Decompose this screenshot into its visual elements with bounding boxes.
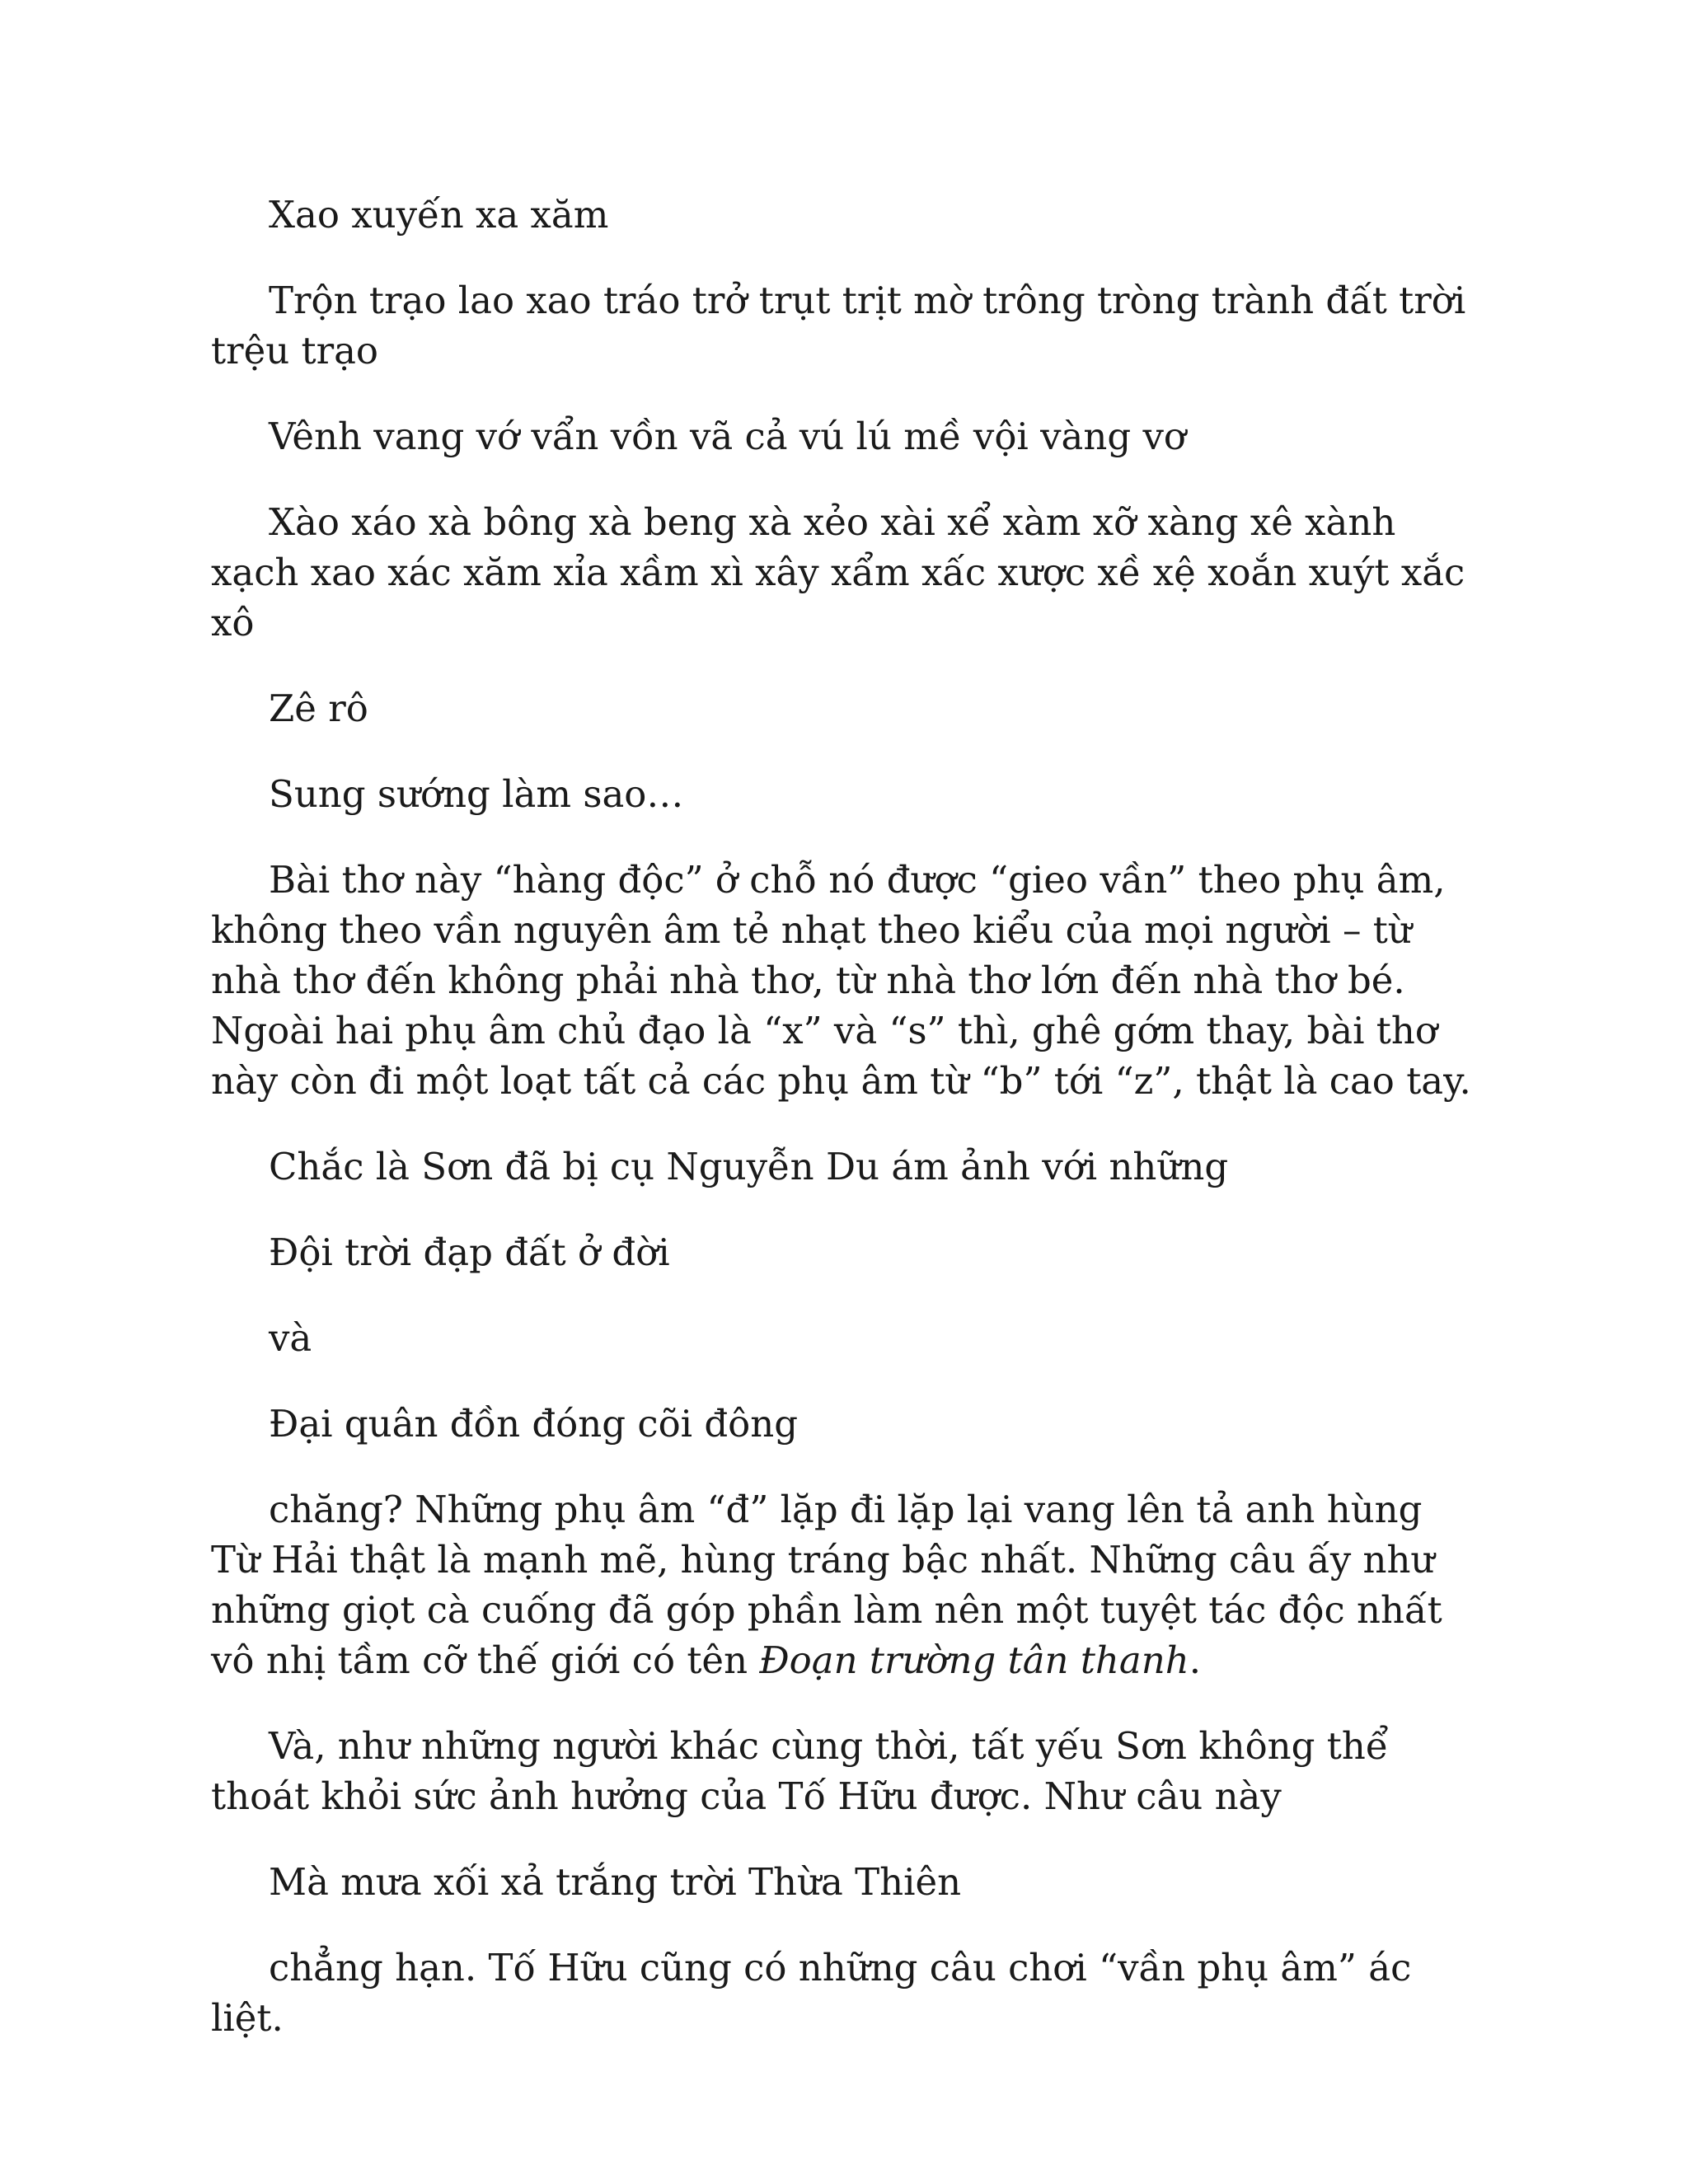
poem-line: Sung sướng làm sao… <box>269 772 684 816</box>
body-paragraph <box>211 1484 1480 1685</box>
body-paragraph: chẳng hạn. Tố Hữu cũng có những câu chơi “vần phụ âm” ác liệt. <box>211 1946 1412 2040</box>
poem-line: Zê rô <box>269 687 368 730</box>
body-paragraph: Chắc là Sơn đã bị cụ Nguyễn Du ám ảnh với những <box>269 1145 1229 1188</box>
paragraph-text: . <box>1189 1638 1202 1682</box>
body-paragraph: Và, như những người khác cùng thời, tất yếu Sơn không thể thoát khỏi sức ảnh hưởng của Tố Hữu được. Như câu này <box>211 1724 1389 1818</box>
poem-line: Xao xuyến xa xăm <box>269 193 609 237</box>
quoted-verse: Mà mưa xối xả trắng trời Thừa Thiên <box>269 1860 962 1904</box>
poem-line: Xào xáo xà bông xà beng xà xẻo xài xể xàm xỡ xàng xê xành xạch xao xác xăm xỉa xầm xì xây xẩm xấc xược xề xệ xoắn xuýt xắc xô <box>211 500 1465 644</box>
poem-line: Vênh vang vớ vẩn vồn vã cả vú lú mề vội vàng vơ <box>269 415 1186 458</box>
poem-line: Trộn trạo lao xao tráo trở trụt trịt mờ trông tròng trành đất trời trệu trạo <box>211 279 1466 373</box>
quoted-verse: Đại quân đồn đóng cõi đông <box>269 1402 799 1446</box>
document-page <box>211 190 1480 2079</box>
paragraph-text: chăng? Những phụ âm “đ” lặp đi lặp lại vang lên tả anh hùng Từ Hải thật là mạnh mẽ, hùng tráng bậc nhất. Những câu ấy như những giọt cà cuống đã góp phần làm nên một tuyệt tác độc nhất vô nhị tầm cỡ thế giới có tên <box>211 1488 1442 1682</box>
body-paragraph: Bài thơ này “hàng độc” ở chỗ nó được “gieo vần” theo phụ âm, không theo vần nguyên âm tẻ nhạt theo kiểu của mọi người – từ nhà thơ đến không phải nhà thơ, từ nhà thơ lớn đến nhà thơ bé. Ngoài hai phụ âm chủ đạo là “x” và “s” thì, ghê gớm thay, bài thơ này còn đi một loạt tất cả các phụ âm từ “b” tới “z”, thật là cao tay. <box>211 858 1471 1103</box>
connector-word: và <box>269 1316 312 1360</box>
book-title: Đoạn trường tân thanh <box>759 1638 1189 1682</box>
quoted-verse: Đội trời đạp đất ở đời <box>269 1230 670 1274</box>
